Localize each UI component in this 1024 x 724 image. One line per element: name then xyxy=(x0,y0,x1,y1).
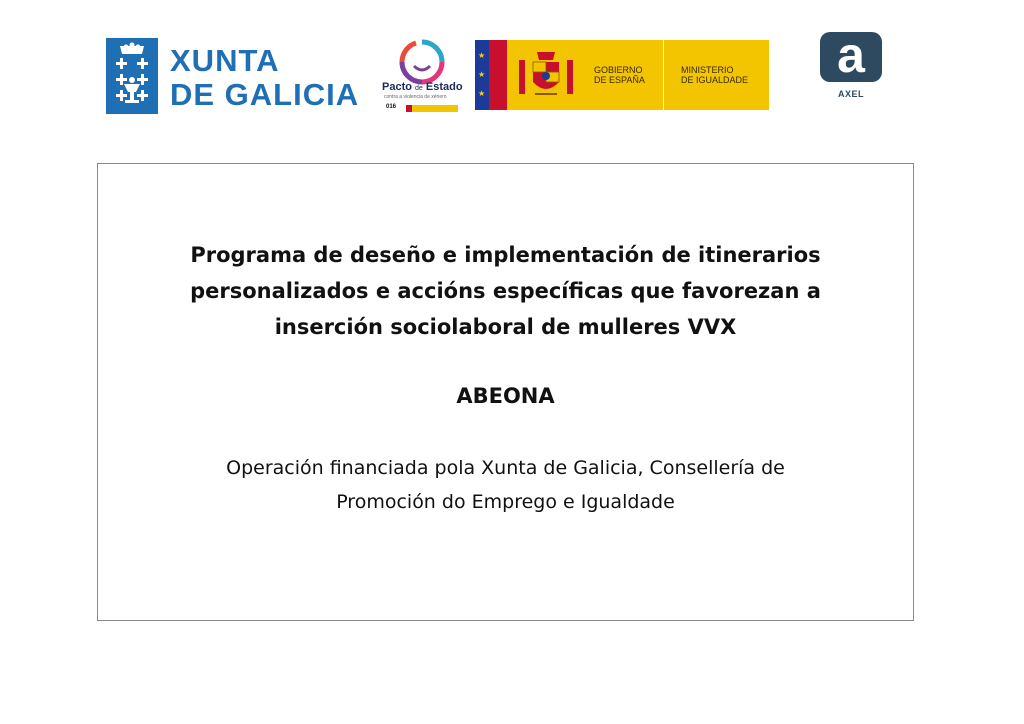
content-frame xyxy=(97,163,914,621)
ministerio-text: MINISTERIO DE IGUALDADE xyxy=(681,65,749,85)
program-title xyxy=(98,237,913,345)
gobierno-espana-logo xyxy=(475,40,769,110)
program-acronym: ABEONA xyxy=(456,384,555,408)
title-line: inserción sociolaboral de mulleres VVX xyxy=(274,315,737,339)
pacto-smile-icon xyxy=(398,38,446,86)
logo-header xyxy=(0,0,1024,130)
pacto-name: Pacto de Estado xyxy=(382,81,463,93)
gobierno-divider xyxy=(663,40,664,110)
mini-flag-icon xyxy=(406,105,458,112)
funding-line: Operación financiada pola Xunta de Galicia, Consellería de xyxy=(226,457,785,479)
pacto-phone: 016 xyxy=(386,104,397,110)
funding-note xyxy=(98,451,913,519)
xunta-line2: DE GALICIA xyxy=(170,77,360,112)
xunta-line1: XUNTA xyxy=(170,43,280,78)
axel-logo xyxy=(820,27,882,104)
gobierno-text: GOBIERNO DE ESPAÑA xyxy=(594,65,645,85)
coat-of-arms-icon xyxy=(517,46,575,104)
axel-name: AXEL xyxy=(837,89,864,99)
spain-flag-stripe xyxy=(489,40,507,110)
axel-glyph: a xyxy=(837,27,865,83)
xunta-de-galicia-logo xyxy=(106,38,372,114)
pacto-de-estado-logo xyxy=(380,38,466,116)
title-line: Programa de deseño e implementación de itinerarios xyxy=(190,243,821,267)
eu-flag-icon: ★ ★ ★ xyxy=(475,40,489,110)
xunta-wordmark xyxy=(170,44,359,112)
galicia-shield-icon xyxy=(106,38,158,114)
pacto-subtitle: contra a violencia de xénero xyxy=(384,94,447,100)
funding-line: Promoción do Emprego e Igualdade xyxy=(336,491,675,513)
title-line: personalizados e accións específicas que favorezan a xyxy=(190,279,821,303)
